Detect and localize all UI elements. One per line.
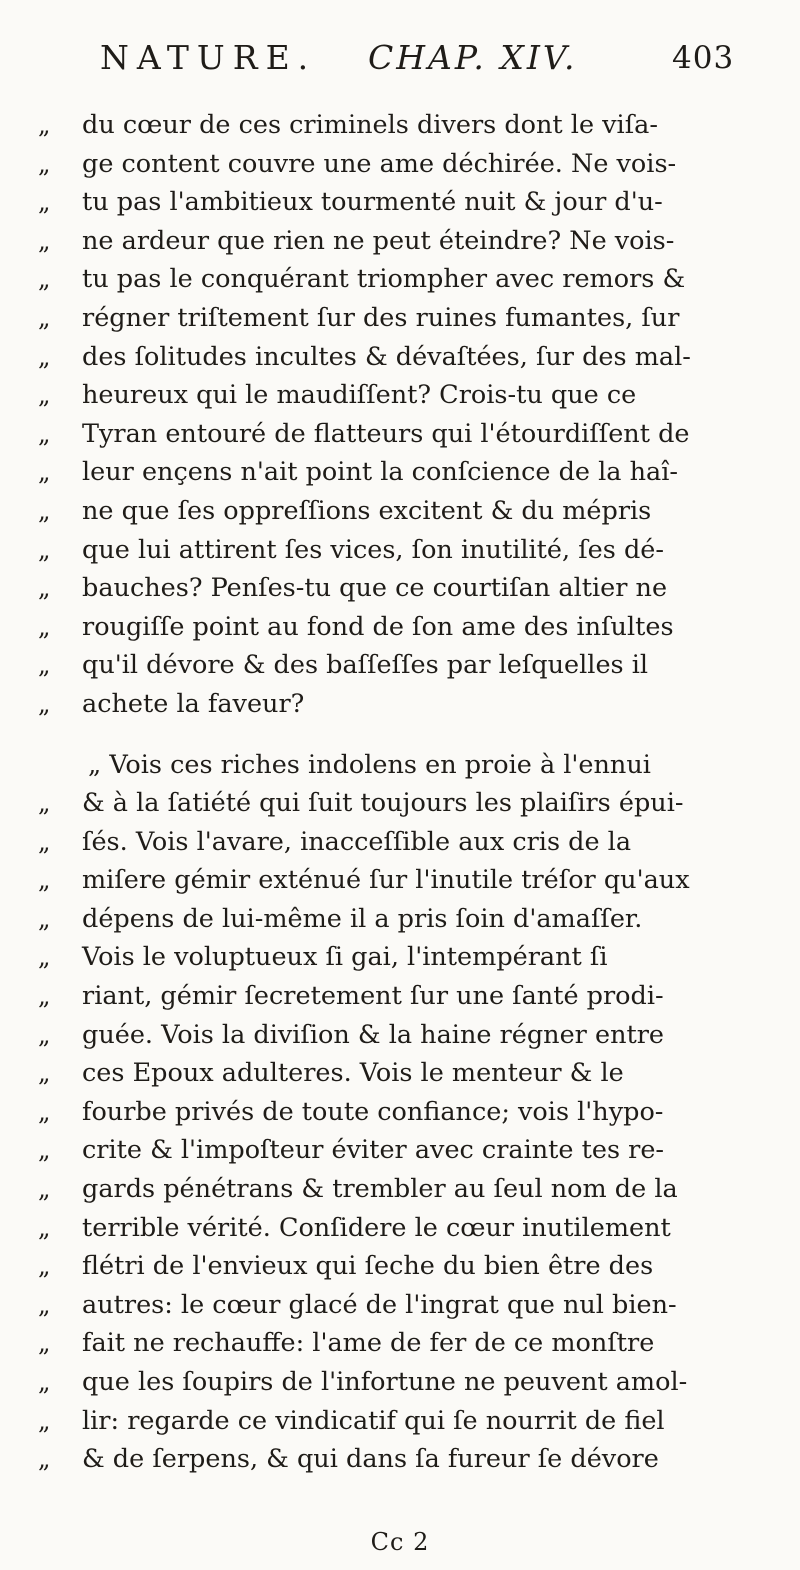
text-line bbox=[30, 861, 770, 900]
quote-mark: „ bbox=[38, 1020, 51, 1049]
text-line bbox=[30, 1093, 770, 1132]
quote-mark: „ bbox=[38, 1213, 51, 1242]
line-text: dépens de lui-même il a pris ſoin d'amaſſer. bbox=[82, 903, 643, 934]
line-text: du cœur de ces criminels divers dont le viſa- bbox=[82, 110, 658, 140]
line-text: régner triſtement ſur des ruines fumantes, ſur bbox=[82, 302, 680, 333]
text-line bbox=[30, 900, 770, 939]
quote-mark: „ bbox=[38, 1136, 51, 1165]
quote-mark: „ bbox=[38, 612, 51, 641]
text-line bbox=[30, 1402, 770, 1441]
line-text: miſere gémir exténué ſur l'inutile tréſor qu'aux bbox=[82, 865, 690, 896]
quote-mark: „ bbox=[38, 789, 51, 818]
line-text: des ſolitudes incultes & dévaſtées, ſur des mal- bbox=[82, 341, 691, 372]
text-line bbox=[30, 1247, 770, 1286]
quote-mark: „ bbox=[38, 1329, 51, 1358]
line-text: fait ne rechauffe: l'ame de fer de ce monſtre bbox=[82, 1328, 655, 1359]
text-line bbox=[30, 685, 770, 724]
text-line bbox=[30, 784, 770, 823]
quote-mark: „ bbox=[38, 651, 51, 680]
line-text: riant, gémir ſecretement ſur une ſanté prodi- bbox=[82, 981, 664, 1012]
quote-mark: „ bbox=[38, 188, 51, 217]
text-line bbox=[30, 1363, 770, 1402]
text-line bbox=[30, 1440, 770, 1479]
text-line bbox=[30, 106, 770, 145]
line-text: fourbe privés de toute confiance; vois l'hypo- bbox=[82, 1096, 664, 1127]
quote-mark: „ bbox=[38, 303, 51, 332]
line-text: qu'il dévore & des baſſeſſes par leſquelles il bbox=[82, 650, 649, 681]
line-text: guée. Vois la diviſion & la haine régner entre bbox=[82, 1019, 665, 1050]
line-text: „ Vois ces riches indolens en proie à l'ennui bbox=[88, 749, 651, 780]
line-text: ne ardeur que rien ne peut éteindre? Ne vois- bbox=[82, 225, 675, 256]
quote-mark: „ bbox=[38, 149, 51, 178]
text-line bbox=[30, 1131, 770, 1170]
line-text: flétri de l'envieux qui ſeche du bien être des bbox=[82, 1251, 654, 1282]
quote-mark: „ bbox=[38, 1059, 51, 1088]
text-line bbox=[30, 453, 770, 492]
quote-mark: „ bbox=[38, 1290, 51, 1319]
text-line bbox=[30, 1209, 770, 1248]
quote-mark: „ bbox=[38, 342, 51, 371]
text-line bbox=[30, 938, 770, 977]
line-text: ſés. Vois l'avare, inacceſſible aux cris de la bbox=[82, 826, 632, 857]
text-line bbox=[30, 1016, 770, 1055]
quote-mark: „ bbox=[38, 1175, 51, 1204]
quote-mark: „ bbox=[38, 419, 51, 448]
header-chapter: CHAP. XIV. bbox=[368, 38, 578, 77]
quote-mark: „ bbox=[38, 1445, 51, 1474]
text-line bbox=[30, 145, 770, 184]
line-text: & de ſerpens, & qui dans ſa fureur ſe dévore bbox=[82, 1444, 659, 1475]
text-line bbox=[30, 646, 770, 685]
line-text: Tyran entouré de flatteurs qui l'étourdiſſent de bbox=[82, 418, 690, 449]
line-text: ge content couvre une ame déchirée. Ne vois- bbox=[82, 148, 677, 179]
text-line bbox=[30, 823, 770, 862]
text-line bbox=[30, 1054, 770, 1093]
line-text: tu pas l'ambitieux tourmenté nuit & jour d'u- bbox=[82, 187, 663, 218]
quote-mark: „ bbox=[38, 866, 51, 895]
text-line bbox=[30, 1324, 770, 1363]
text-line bbox=[30, 608, 770, 647]
header-title: NATURE. bbox=[100, 38, 317, 77]
text-line bbox=[30, 338, 770, 377]
quote-mark: „ bbox=[38, 496, 51, 525]
text-line bbox=[30, 183, 770, 222]
quote-mark: „ bbox=[38, 226, 51, 255]
text-line bbox=[30, 977, 770, 1016]
signature-mark: Cc 2 bbox=[370, 1528, 430, 1556]
text-line bbox=[30, 415, 770, 454]
quote-mark: „ bbox=[38, 458, 51, 487]
quote-mark: „ bbox=[38, 535, 51, 564]
quote-mark: „ bbox=[38, 111, 51, 139]
line-text: crite & l'impoſteur éviter avec crainte tes re- bbox=[82, 1135, 665, 1166]
line-text: lir: regarde ce vindicatif qui ſe nourrit de fiel bbox=[82, 1405, 665, 1436]
text-line bbox=[30, 569, 770, 608]
line-text: gards pénétrans & trembler au ſeul nom de la bbox=[82, 1174, 678, 1205]
line-text: heureux qui le maudiſſent? Crois-tu que ce bbox=[82, 380, 637, 411]
text-line bbox=[30, 222, 770, 261]
quote-mark: „ bbox=[38, 689, 51, 718]
line-text: rougiſſe point au fond de ſon ame des inſultes bbox=[82, 611, 674, 642]
text-line bbox=[30, 1170, 770, 1209]
text-line bbox=[30, 260, 770, 299]
line-text: que lui attirent ſes vices, ſon inutilité, ſes dé- bbox=[82, 534, 664, 565]
line-text: bauches? Penſes-tu que ce courtiſan altier ne bbox=[82, 573, 668, 604]
line-text: autres: le cœur glacé de l'ingrat que nul bien- bbox=[82, 1289, 677, 1320]
line-text: & à la ſatiété qui ſuit toujours les plaiſirs épui- bbox=[82, 788, 684, 819]
line-text: tu pas le conquérant triompher avec remors & bbox=[82, 264, 686, 295]
quote-mark: „ bbox=[38, 904, 51, 933]
text-line bbox=[30, 492, 770, 531]
line-text: terrible vérité. Conſidere le cœur inutilement bbox=[82, 1212, 671, 1243]
quote-mark: „ bbox=[38, 943, 51, 972]
line-text: ne que ſes oppreſſions excitent & du mépris bbox=[82, 495, 652, 526]
line-text: achete la faveur? bbox=[82, 688, 305, 719]
line-text: Vois le voluptueux ſi gai, l'intempérant ſi bbox=[82, 942, 608, 973]
quote-mark: „ bbox=[38, 982, 51, 1011]
text-line bbox=[30, 531, 770, 570]
quote-mark: „ bbox=[38, 574, 51, 603]
line-text: ces Epoux adulteres. Vois le menteur & le bbox=[82, 1058, 624, 1089]
quote-mark: „ bbox=[38, 1097, 51, 1126]
text-line bbox=[30, 1286, 770, 1325]
text-line bbox=[30, 746, 770, 785]
line-text: leur ençens n'ait point la conſcience de la haî- bbox=[82, 457, 678, 488]
quote-mark: „ bbox=[38, 265, 51, 294]
quote-mark: „ bbox=[38, 381, 51, 410]
running-header bbox=[100, 38, 740, 82]
quote-mark: „ bbox=[38, 827, 51, 856]
line-text: que les ſoupirs de l'infortune ne peuvent amol- bbox=[82, 1367, 688, 1397]
body-text bbox=[30, 106, 770, 1479]
page-number: 403 bbox=[672, 40, 735, 76]
quote-mark: „ bbox=[38, 1252, 51, 1281]
text-line bbox=[30, 299, 770, 338]
text-line bbox=[30, 376, 770, 415]
quote-mark: „ bbox=[38, 1406, 51, 1435]
quote-mark: „ bbox=[38, 1368, 51, 1396]
